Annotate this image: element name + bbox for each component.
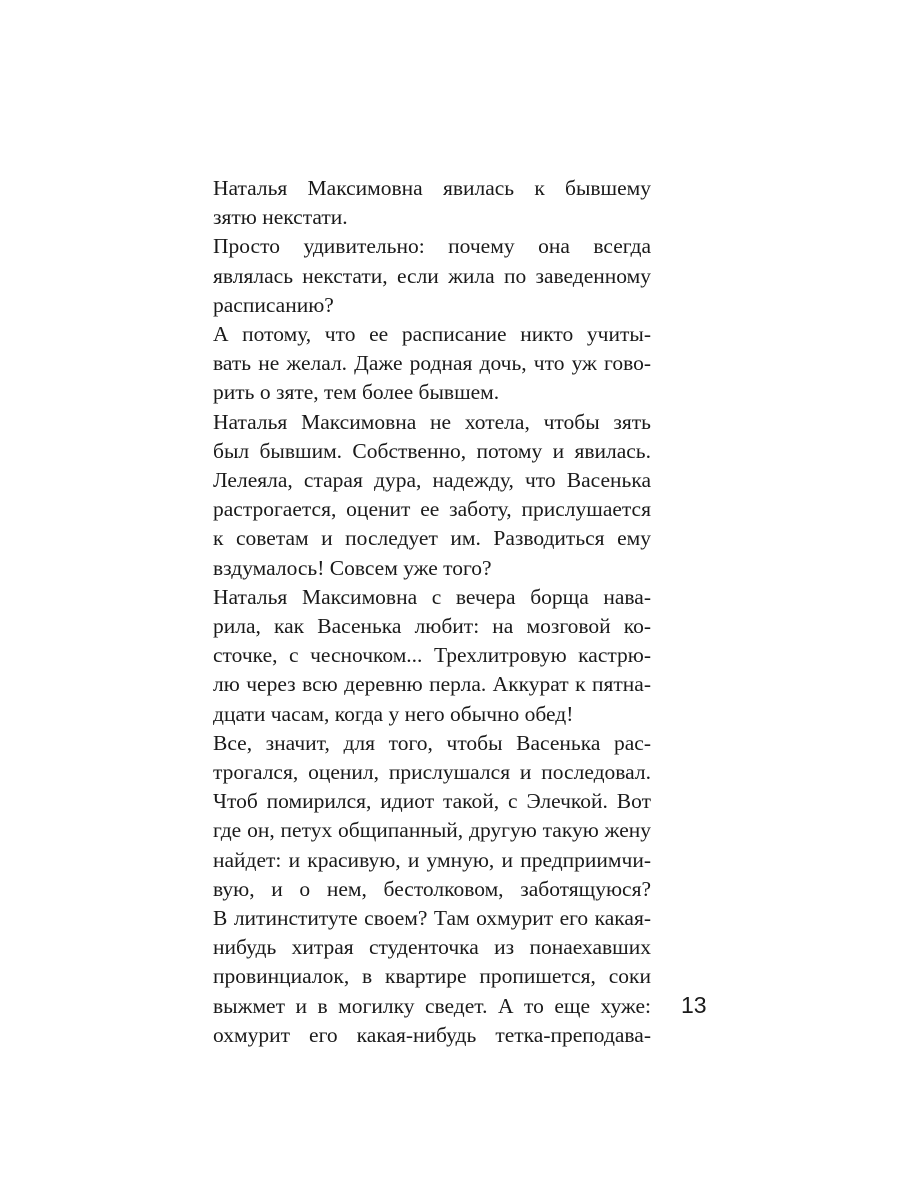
text-line: Наталья Максимовна с вечера борща нава- [213, 584, 651, 609]
text-line: найдет: и красивую, и умную, и предприимчи- [213, 847, 651, 872]
text-line: В литинституте своем? Там охмурит его какая- [213, 906, 651, 931]
text-line: зятю некстати. [213, 205, 348, 230]
text-line: Просто удивительно: почему она всегда [213, 234, 651, 259]
text-line: лю через всю деревню перла. Аккурат к пятна- [213, 672, 651, 697]
page-number: 13 [681, 992, 707, 1018]
text-line: вздумалось! Совсем уже того? [213, 555, 492, 580]
text-line: Все, значит, для того, чтобы Васенька рас- [213, 730, 651, 755]
text-line: трогался, оценил, прислушался и последовал. [213, 760, 651, 785]
paragraph [185, 408, 651, 583]
text-line: являлась некстати, если жила по заведенному [213, 263, 651, 288]
text-line: вую, и о нем, бестолковом, заботящуюся? [213, 876, 651, 901]
text-line: провинциалок, в квартире пропишется, соки [213, 964, 651, 989]
paragraph [185, 729, 651, 1050]
body-text [185, 174, 651, 1050]
text-line: Лелеяла, старая дура, надежду, что Васенька [213, 468, 651, 493]
paragraph [185, 320, 651, 408]
text-line: нибудь хитрая студенточка из понаехавших [213, 935, 651, 960]
paragraph [185, 232, 651, 320]
text-line: А потому, что ее расписание никто учиты- [213, 322, 651, 347]
text-line: растрогается, оценит ее заботу, прислушается [213, 497, 651, 522]
text-line: вать не желал. Даже родная дочь, что уж гово- [213, 351, 651, 376]
text-line: расписанию? [213, 292, 334, 317]
paragraph [185, 583, 651, 729]
text-line: где он, петух общипанный, другую такую жену [213, 818, 651, 843]
paragraph [185, 174, 651, 232]
text-line: к советам и последует им. Разводиться ему [213, 526, 651, 551]
text-line: сточке, с чесночком... Трехлитровую кастрю- [213, 643, 651, 668]
text-line: охмурит его какая-нибудь тетка-преподава- [213, 1022, 651, 1047]
text-line: выжмет и в могилку сведет. А то еще хуже: [213, 993, 651, 1018]
text-line: рила, как Васенька любит: на мозговой ко- [213, 614, 651, 639]
text-line: Чтоб помирился, идиот такой, с Элечкой. Вот [213, 789, 651, 814]
text-line: рить о зяте, тем более бывшем. [213, 380, 500, 405]
text-line: Наталья Максимовна не хотела, чтобы зять [213, 409, 651, 434]
text-line: был бывшим. Собственно, потому и явилась. [213, 438, 651, 463]
text-line: Наталья Максимовна явилась к бывшему [213, 176, 651, 200]
text-line: дцати часам, когда у него обычно обед! [213, 701, 574, 726]
